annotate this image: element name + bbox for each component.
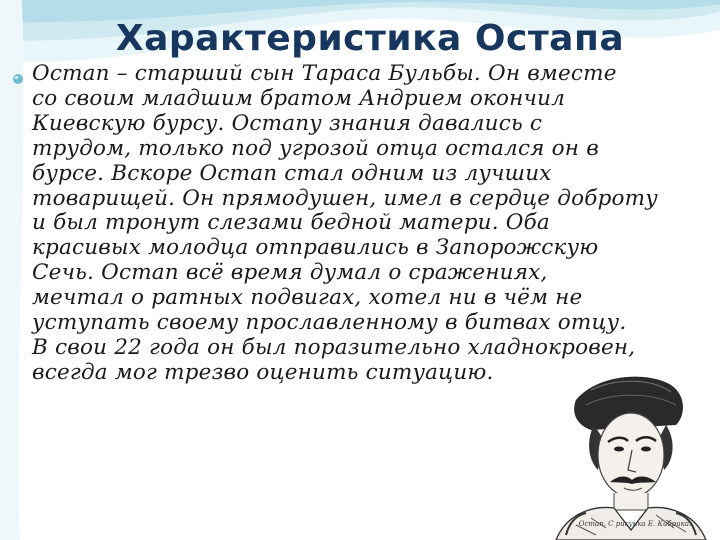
slide-title: Характеристика Остапа — [115, 18, 625, 59]
body-text: Остап – старший сын Тараса Бульбы. Он вместе со своим младшим братом Андрием окончил Киевскую бурсу. Остапу знания давались с трудом, только под угрозой отца остался он в бурсе. Вскоре Остап стал одним из лучших товарищей. Он прямодушен, имел в сердце доброту и был тронут слезами бедной матери. Оба красивых молодца отправились в Запорожскую Сечь. Остап всё время думал о сражениях, мечтал о ратных подвигах, хотел ни в чём не уступать своему прославленному в битвах отцу. В свои 22 года он был поразительно хладнокровен, всегда мог трезво оценить ситуацию. — [32, 61, 658, 385]
ostap-portrait-illustration — [536, 370, 716, 540]
bullet-icon — [12, 73, 24, 85]
image-caption: Остап. С рисунка Е. Кибрика. — [578, 520, 692, 528]
